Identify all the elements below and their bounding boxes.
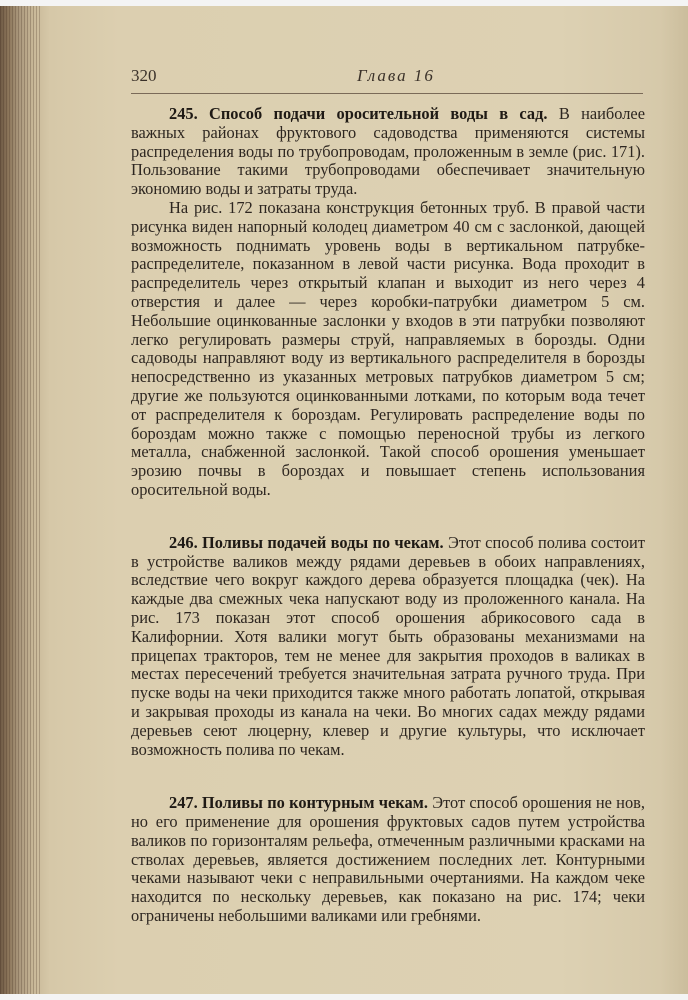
section-246 [131,534,645,760]
paragraph [131,105,645,199]
paragraph [131,534,645,760]
paragraph [131,199,645,500]
page-body [131,105,645,926]
running-title: Глава 16 [357,66,435,85]
section-title: 247. Поливы по контурным чекам. [169,793,428,813]
paragraph-text: Этот способ орошения не нов, но его применение для орошения фруктовых садов путем устройства валиков по горизонталям рельефа, отмеченным различными красками на стволах деревьев, является достижением последних лет. Контурными чеками называют чеки с неправильными очертаниями. На каждом чеке находится по нескольку деревьев, как показано на рис. 174; чеки ограничены небольшими валиками или гребнями. [131,793,645,926]
paragraph-text: На рис. 172 показана конструкция бетонных труб. В правой части рисунка виден напорный колодец диаметром 40 см с заслонкой, дающей возможность поднимать уровень воды в вертикальном патрубке-распределителе, показанном в левой части рисунка. Вода проходит в распределитель через открытый клапан и выходит из него через 4 отверстия и далее — через коробки-патрубки диаметром 5 см. Небольшие оцинкованные заслонки у входов в эти патрубки позволяют легко регулировать размеры струй, направляемых в борозды. Одни садоводы направляют воду из вертикального распределителя в борозды непосредственно из указанных метровых патрубков диаметром 5 см; другие же пользуются оцинкованными лотками, по которым вода течет от распределителя к бороздам. Регулировать распределение воды по бороздам можно также с помощью переносной трубы из легкого металла, снабженной заслонкой. Такой способ орошения уменьшает эрозию почвы в бороздах и повышает степень использования оросительной воды. [131,197,645,499]
page-number: 320 [131,66,157,85]
section-title: 245. Способ подачи оросительной воды в сад. [169,104,548,123]
scan-border-top [0,0,688,6]
paragraph-text: В наиболее важных районах фруктового садоводства применяются системы распределения воды по трубопроводам, проложенным в земле (рис. 171). Пользование такими трубопроводами обеспечивает значительную экономию воды и затраты труда. [131,104,645,199]
scan-border-bottom [0,994,688,1000]
section-title: 246. Поливы подачей воды по чекам. [169,532,444,552]
paragraph-text: Этот способ полива состоит в устройстве валиков между рядами деревьев в обоих направлениях, вследствие чего вокруг каждого дерева образуется площадка (чек). На каждые два смежных чека напускают воду из проложенного канала. На рис. 173 показан этот способ орошения абрикосового сада в Калифорнии. Хотя валики могут быть образованы механизмами на прицепах тракторов, тем не менее для закрытия проходов в валиках в местах пересечений требуется значительная затрата ручного труда. При пуске воды на чеки приходится также много работать лопатой, открывая и закрывая проходы из канала на чеки. Во многих садах между рядами деревьев сеют люцерну, клевер и другие культуры, что исключает возможность полива по чекам. [131,532,645,759]
header-rule [131,93,643,94]
section-247 [131,794,645,926]
paragraph [131,794,645,926]
page-edges [0,0,40,1000]
section-245 [131,105,645,500]
page-header [131,66,641,88]
